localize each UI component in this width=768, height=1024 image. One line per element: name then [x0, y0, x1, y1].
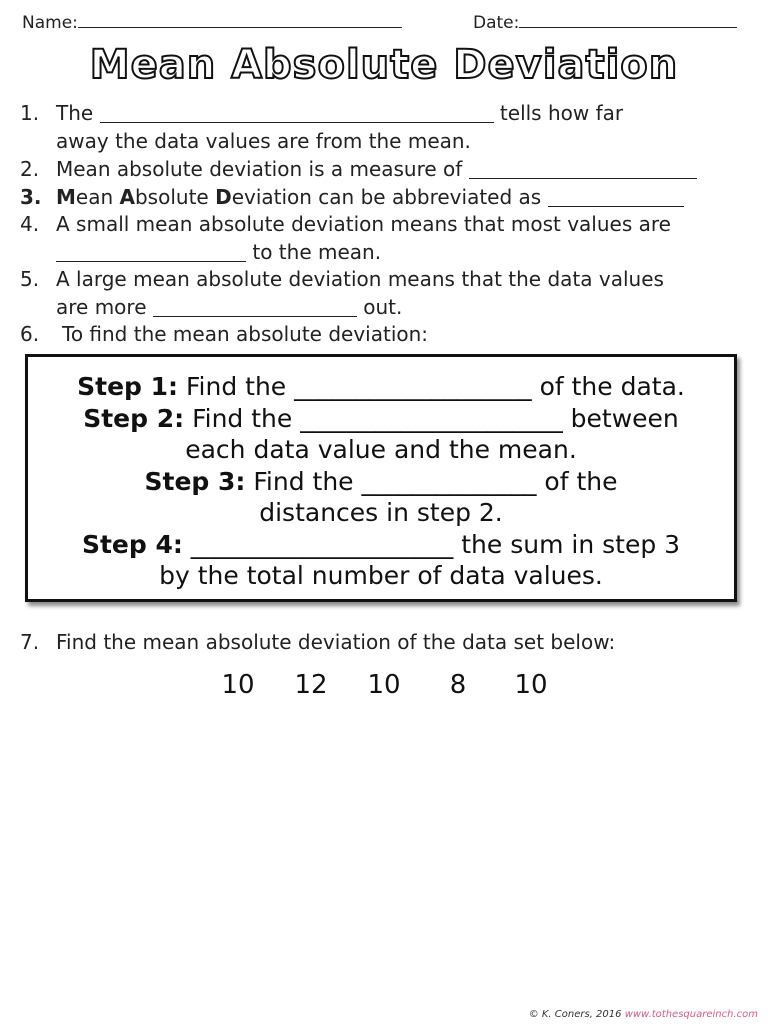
step-4-label: Step 4: [81, 529, 183, 559]
letter-a: A [119, 184, 135, 209]
step-3-text: Find the ______________ of the [253, 466, 618, 496]
date-label: Date: [473, 13, 520, 33]
step-2-text: Find the _____________________ between [192, 403, 679, 433]
step-4-text: _____________________ the sum in step 3 [190, 529, 681, 559]
step-3-continued: distances in step 2. [259, 498, 503, 527]
question-text: ean [75, 184, 120, 209]
worksheet-title: Mean Absolute Deviation [89, 42, 679, 88]
question-text: tells how far [499, 101, 624, 125]
question-number: 7. [20, 630, 40, 654]
letter-m: M [56, 184, 76, 209]
question-text: to the mean. [252, 239, 382, 264]
question-6 [20, 321, 740, 349]
question-number: 5. [20, 267, 40, 291]
step-2-continued: each data value and the mean. [185, 435, 577, 464]
question-text: A large mean absolute deviation means that the data values [56, 267, 664, 291]
date-header [473, 12, 737, 33]
question-number: 1. [20, 101, 40, 125]
question-text: A small mean absolute deviation means that most values are [56, 212, 671, 236]
name-field[interactable] [78, 12, 402, 28]
question-text: The [56, 101, 94, 125]
steps-box [25, 354, 737, 602]
question-text: away the data values are from the mean. [56, 128, 471, 153]
data-value: 12 [294, 670, 328, 700]
question-3 [20, 184, 740, 212]
question-text: are more [56, 294, 147, 319]
question-7 [20, 628, 615, 656]
step-4-continued: by the total number of data values. [159, 561, 603, 590]
answer-blank[interactable] [548, 186, 684, 207]
step-3 [28, 466, 734, 498]
question-text: out. [363, 294, 403, 319]
step-2 [28, 403, 734, 435]
answer-blank[interactable] [100, 102, 494, 123]
step-4 [28, 529, 734, 561]
step-2-label: Step 2: [83, 403, 185, 433]
name-label: Name: [22, 13, 78, 33]
data-value: 10 [514, 670, 548, 700]
copyright-footer [529, 1009, 758, 1020]
step-3-label: Step 3: [144, 466, 246, 496]
question-text: To find the mean absolute deviation: [62, 322, 429, 346]
question-number: 3. [20, 184, 42, 209]
data-set [0, 670, 768, 704]
step-1-text: Find the ___________________ of the data. [185, 372, 685, 401]
question-5 [20, 266, 740, 321]
step-1 [28, 371, 734, 403]
question-text: Find the mean absolute deviation of the data set below: [56, 630, 616, 654]
answer-blank[interactable] [56, 241, 246, 262]
letter-d: D [215, 184, 232, 209]
data-value: 10 [221, 670, 255, 700]
answer-blank[interactable] [153, 296, 357, 317]
question-list [20, 100, 740, 349]
name-header [22, 12, 402, 33]
answer-blank[interactable] [469, 158, 697, 179]
question-2 [20, 156, 740, 184]
question-4 [20, 211, 740, 266]
question-1 [20, 100, 740, 155]
question-number: 6. [20, 322, 40, 346]
question-number: 2. [20, 157, 40, 181]
data-value: 8 [449, 670, 467, 700]
question-text: bsolute [134, 184, 216, 209]
date-field[interactable] [519, 12, 737, 28]
question-number: 4. [20, 212, 40, 236]
question-text: eviation can be abbreviated as [231, 184, 542, 209]
data-value: 10 [367, 670, 401, 700]
website-link[interactable]: www.tothesquareinch.com [624, 1009, 758, 1020]
question-text: Mean absolute deviation is a measure of [56, 157, 463, 181]
step-1-label: Step 1: [77, 372, 179, 401]
copyright-text: © K. Coners, 2016 [528, 1009, 625, 1020]
